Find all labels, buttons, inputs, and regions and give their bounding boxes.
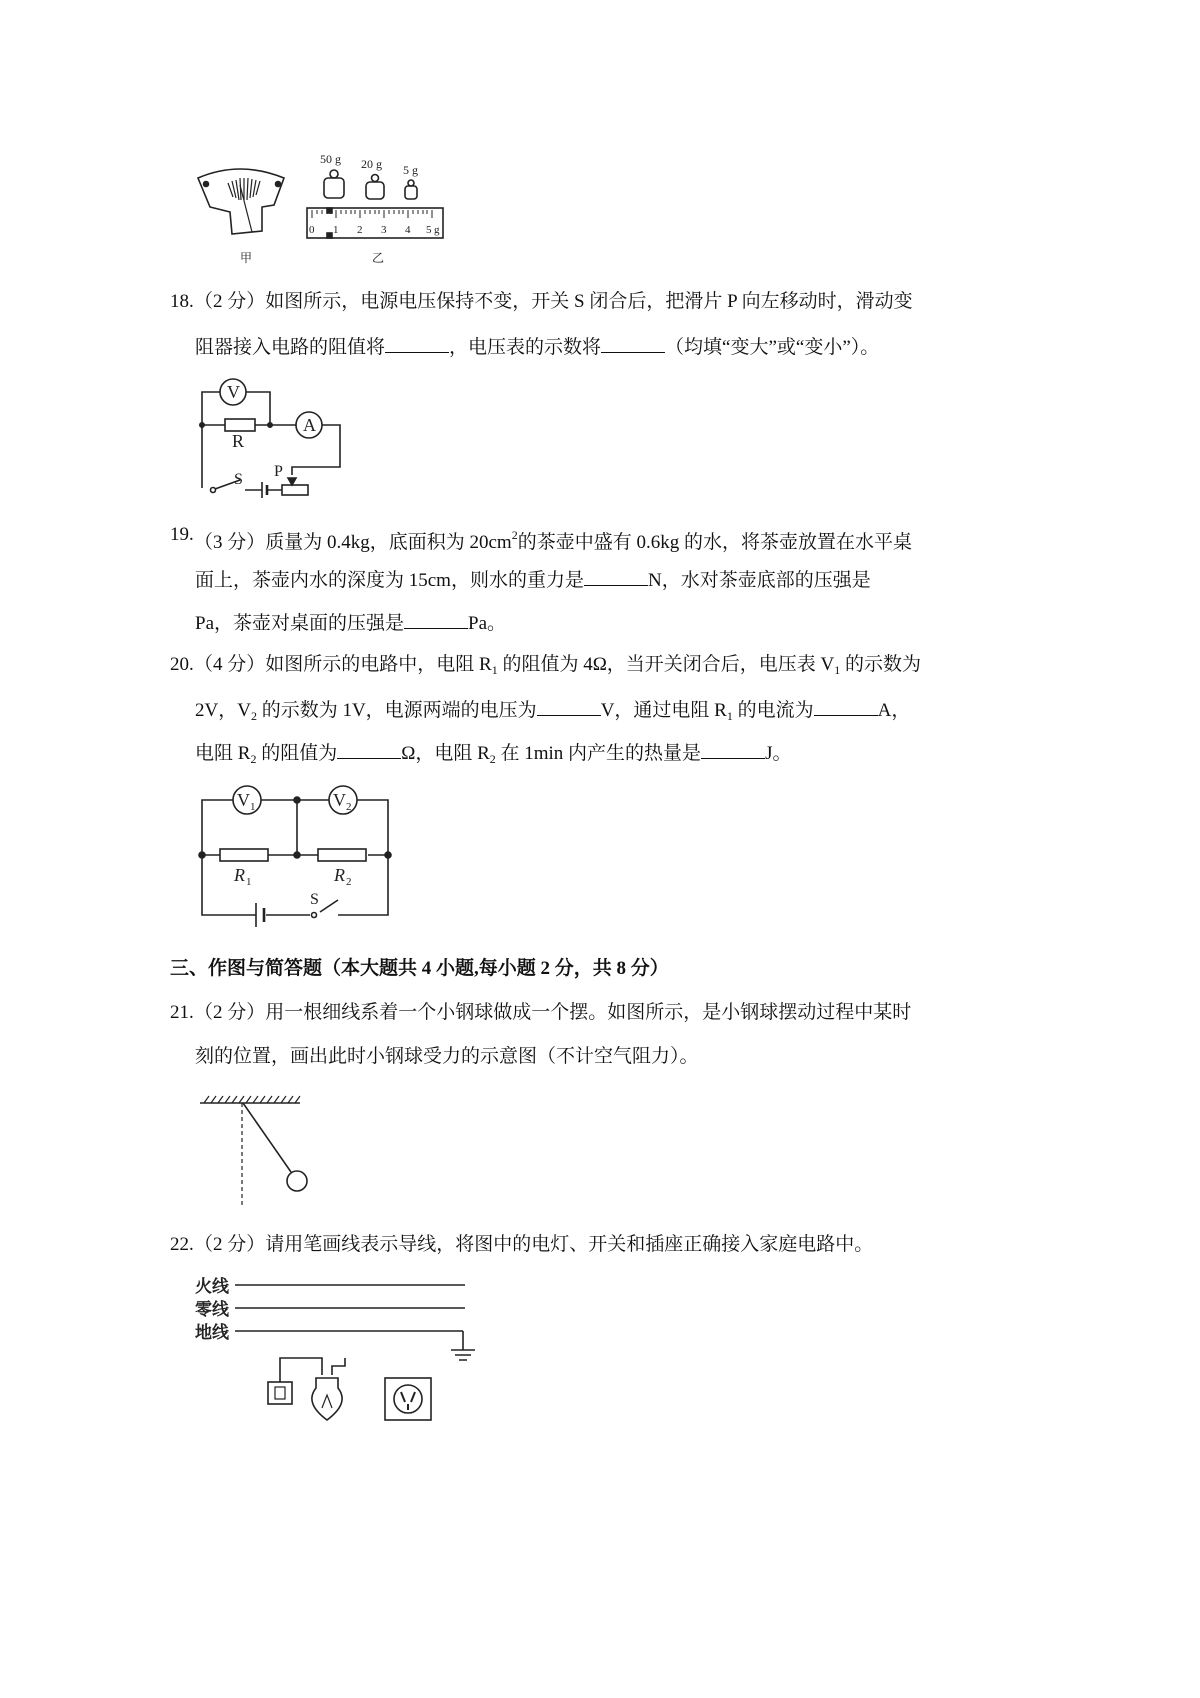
v2-subscript: 2 bbox=[346, 801, 352, 813]
text-segment: V，通过电阻 R bbox=[600, 699, 727, 721]
text-segment: Pa。 bbox=[468, 613, 507, 634]
ruler-tick-4: 4 bbox=[405, 224, 411, 236]
circuit-figure-20 bbox=[199, 786, 391, 927]
section-heading: 三、作图与简答题（本大题共 4 小题,每小题 2 分，共 8 分） bbox=[170, 958, 669, 979]
ruler-tick-5: 5 bbox=[426, 224, 432, 236]
text-segment: 的茶壶中盛有 0.6kg 的水，将茶壶放置在水平桌 bbox=[517, 532, 912, 553]
r2-label: R bbox=[334, 865, 345, 885]
r1-label: R bbox=[234, 865, 245, 885]
weight-label-5g: 5 g bbox=[403, 163, 418, 177]
neutral-wire-label: 零线 bbox=[195, 1300, 229, 1319]
household-circuit-figure bbox=[195, 1276, 475, 1420]
ground-wire-label: 地线 bbox=[195, 1323, 229, 1342]
circuit-figure-18 bbox=[200, 379, 340, 498]
text-segment: Ω，电阻 R bbox=[401, 743, 490, 764]
text-segment: N，水对茶壶底部的压强是 bbox=[647, 569, 871, 591]
switch-label-20: S bbox=[310, 891, 319, 908]
text-segment: 的阻值为 4Ω，当开关闭合后，电压表 V bbox=[497, 654, 835, 675]
subscript: 2 bbox=[250, 752, 257, 766]
figure-label-jia: 甲 bbox=[240, 251, 253, 265]
text-segment: A， bbox=[877, 699, 911, 721]
subscript: 1 bbox=[491, 663, 498, 677]
ruler-tick-2: 2 bbox=[357, 224, 363, 236]
text-segment: 的示数为 bbox=[840, 654, 922, 675]
text-segment: （2 分）请用笔画线表示导线，将图中的电灯、开关和插座正确接入家庭电路中。 bbox=[194, 1234, 874, 1255]
ammeter-label: A bbox=[303, 415, 316, 435]
v1-subscript: 1 bbox=[250, 801, 256, 813]
question-number: 19. bbox=[170, 524, 194, 545]
figure-label-yi: 乙 bbox=[372, 251, 385, 265]
text-segment: 的阻值为 bbox=[256, 743, 338, 764]
question-number: 22. bbox=[170, 1234, 194, 1255]
r2-subscript: 2 bbox=[346, 876, 352, 888]
ruler-tick-1: 1 bbox=[333, 224, 339, 236]
resistor-label: R bbox=[232, 431, 245, 451]
live-wire-label: 火线 bbox=[195, 1277, 229, 1296]
subscript: 2 bbox=[489, 752, 496, 766]
text-segment: 阻器接入电路的阻值将 bbox=[195, 336, 386, 358]
switch-label: S bbox=[234, 471, 243, 488]
subscript: 2 bbox=[250, 708, 257, 723]
text-segment: （3 分）质量为 0.4kg，底面积为 20cm bbox=[194, 532, 512, 553]
text-segment: （均填“变大”或“变小”）。 bbox=[665, 336, 880, 358]
subscript: 1 bbox=[726, 708, 733, 723]
text-segment: 电阻 R bbox=[195, 743, 251, 764]
text-segment: 的电流为 bbox=[732, 699, 814, 721]
text-segment: （2 分）用一根细线系着一个小钢球做成一个摆。如图所示，是小钢球摆动过程中某时 bbox=[194, 1002, 912, 1023]
slider-label: P bbox=[274, 463, 283, 480]
text-segment: Pa，茶壶对桌面的压强是 bbox=[195, 613, 405, 634]
ruler-tick-3: 3 bbox=[381, 224, 387, 236]
v1-label: V bbox=[237, 790, 250, 810]
text-segment: （2 分）如图所示，电源电压保持不变，开关 S 闭合后，把滑片 P 向左移动时，滑动变 bbox=[194, 291, 913, 312]
voltmeter-label: V bbox=[227, 382, 240, 402]
lamp-icon bbox=[312, 1378, 342, 1420]
v2-label: V bbox=[333, 790, 346, 810]
switch-icon bbox=[268, 1382, 292, 1404]
question-number: 21. bbox=[170, 1002, 194, 1023]
text-segment: ，电压表的示数将 bbox=[449, 336, 602, 358]
ruler-unit: g bbox=[434, 224, 440, 236]
question-number: 18. bbox=[170, 291, 194, 312]
text-segment: 刻的位置，画出此时小钢球受力的示意图（不计空气阻力）。 bbox=[195, 1045, 699, 1067]
r1-subscript: 1 bbox=[246, 876, 252, 888]
text-segment: 2V，V bbox=[195, 699, 251, 721]
ruler-tick-0: 0 bbox=[309, 224, 315, 236]
text-segment: J。 bbox=[765, 743, 792, 764]
weight-label-20g: 20 g bbox=[361, 157, 382, 171]
text-segment: 的示数为 1V，电源两端的电压为 bbox=[256, 699, 537, 721]
text-segment: （4 分）如图所示的电路中，电阻 R bbox=[194, 654, 492, 675]
question-number: 20. bbox=[170, 654, 194, 675]
pendulum-figure bbox=[200, 1096, 307, 1205]
superscript: 2 bbox=[511, 528, 518, 542]
text-segment: 面上，茶壶内水的深度为 15cm，则水的重力是 bbox=[195, 569, 584, 591]
subscript: 1 bbox=[834, 663, 841, 677]
weight-label-50g: 50 g bbox=[320, 152, 341, 166]
balance-scale-figure bbox=[198, 152, 443, 265]
text-segment: 在 1min 内产生的热量是 bbox=[495, 743, 702, 764]
